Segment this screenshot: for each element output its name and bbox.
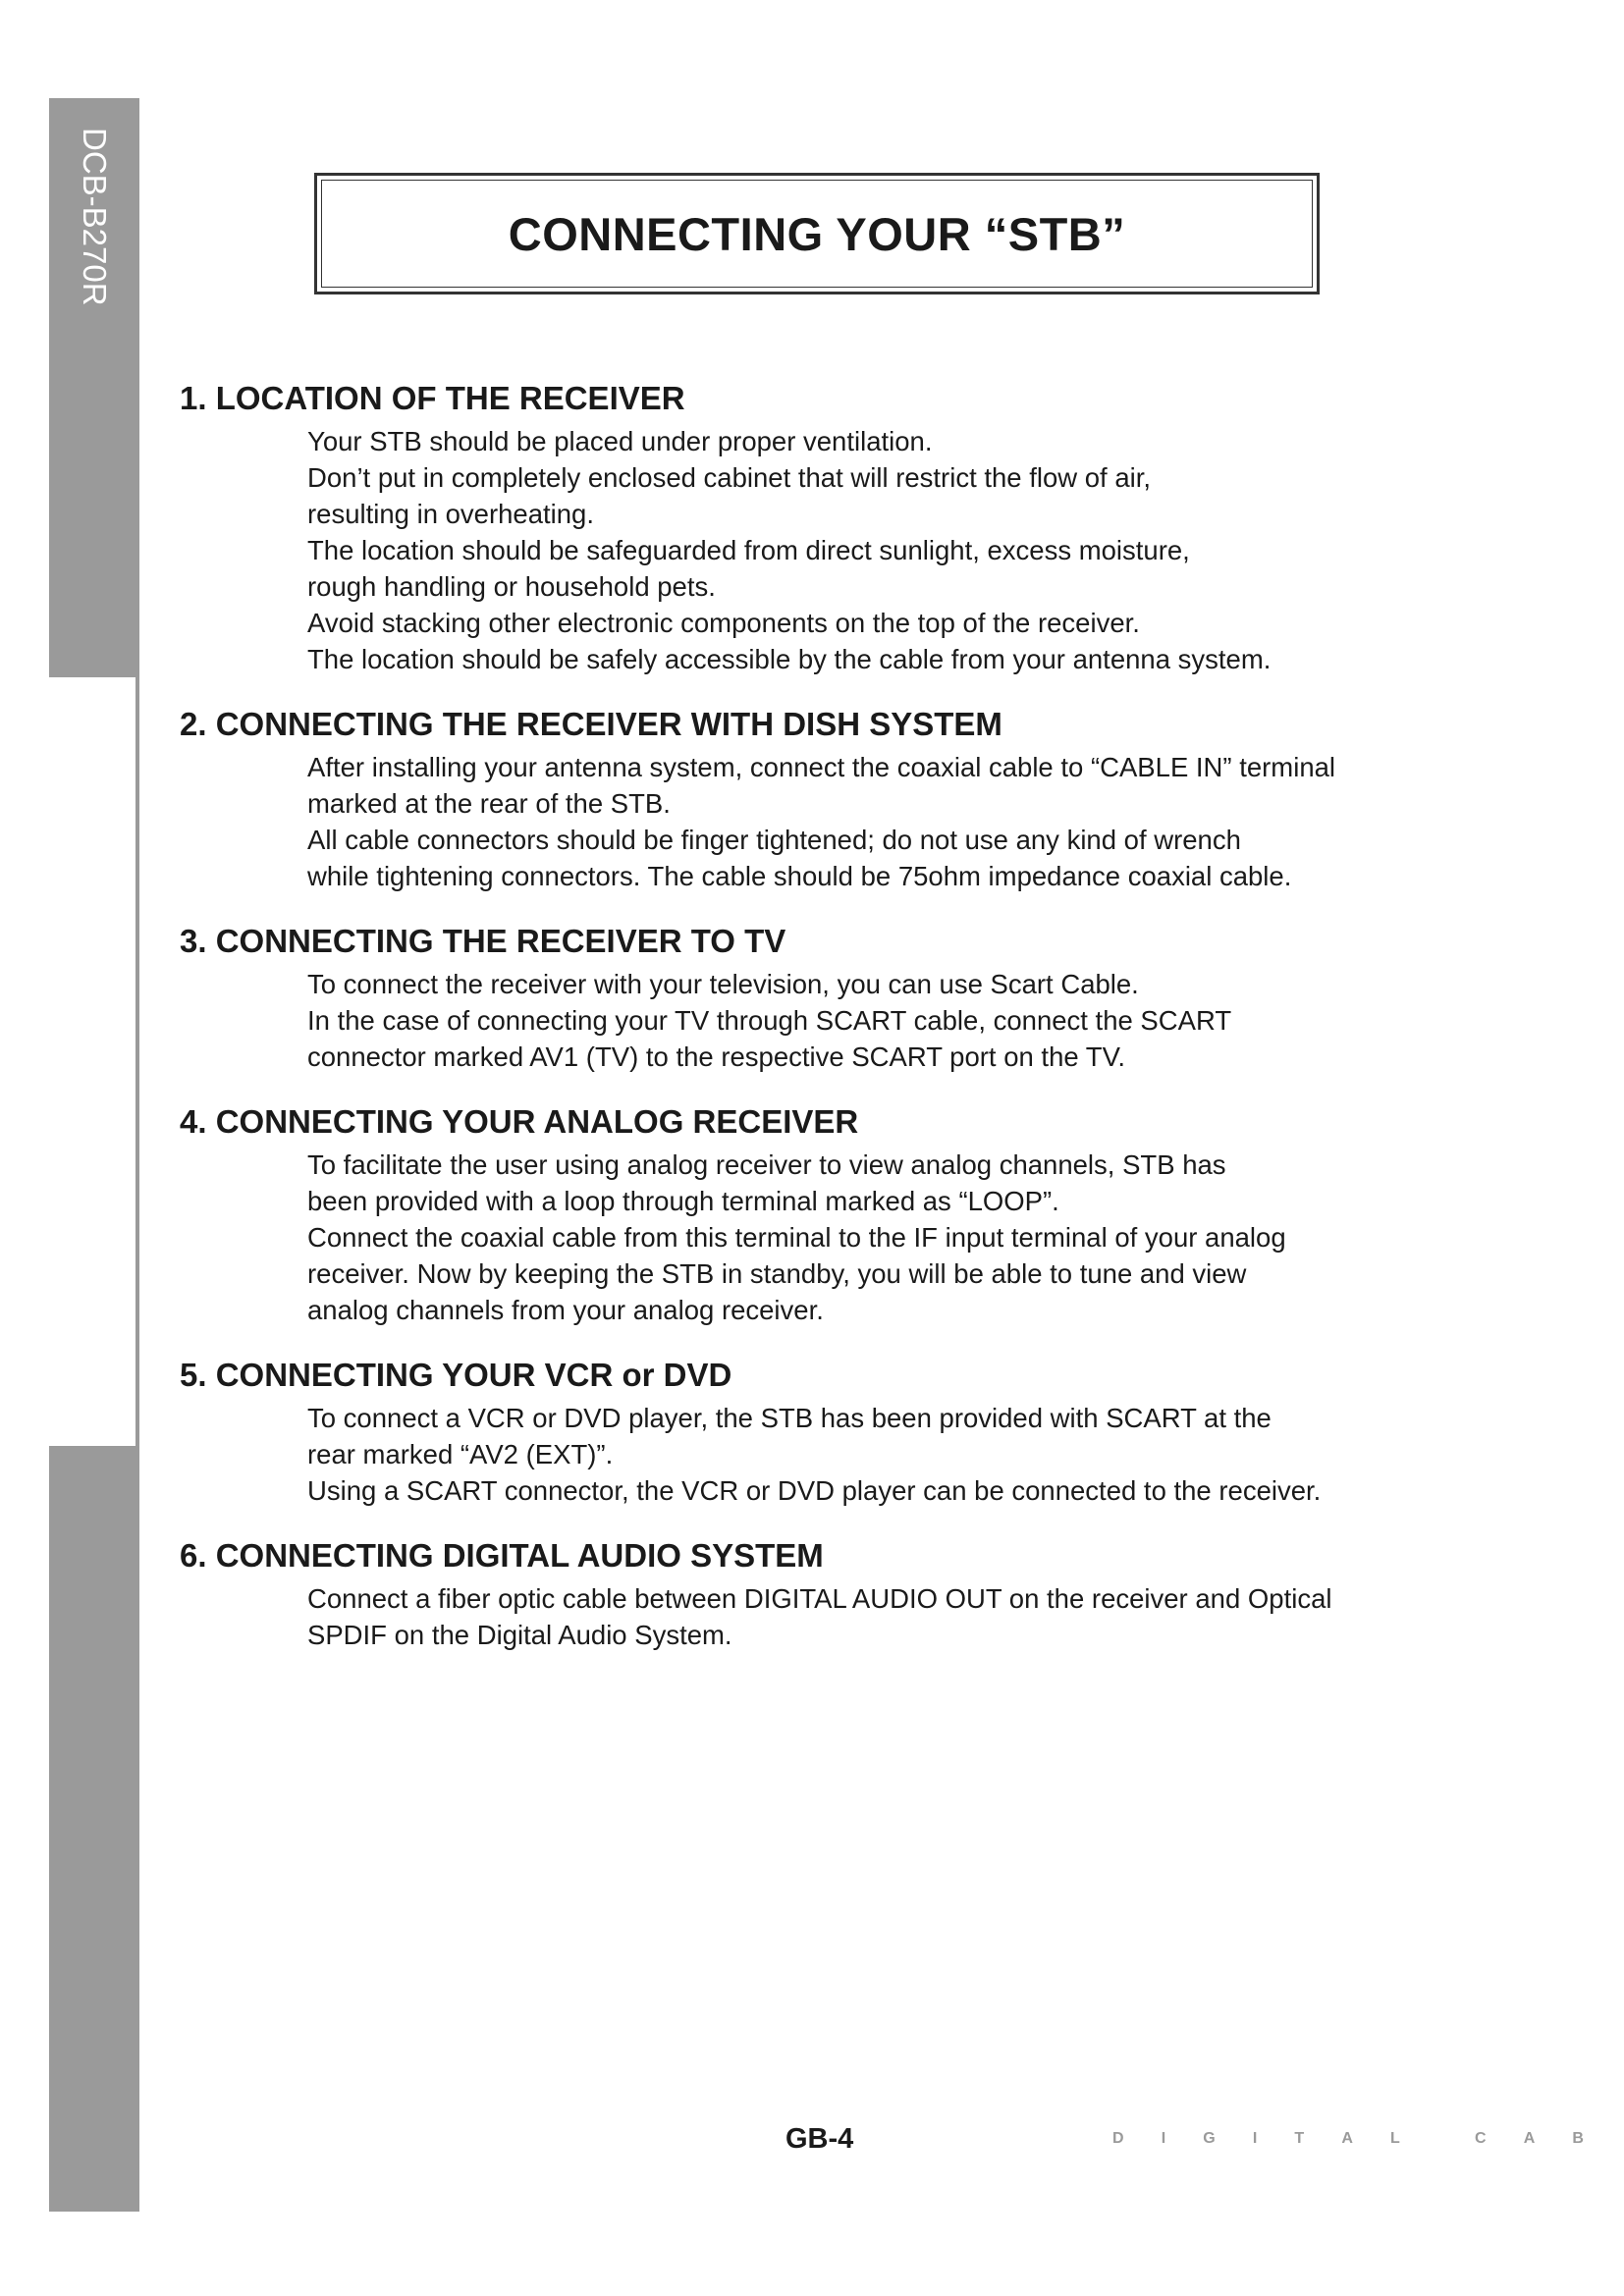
body-line: All cable connectors should be finger tightened; do not use any kind of wrench: [307, 825, 1241, 855]
side-tab-bottom: [49, 1446, 139, 2212]
body-line: analog channels from your analog receiver.: [307, 1295, 824, 1325]
body-line: Using a SCART connector, the VCR or DVD player can be connected to the receiver.: [307, 1475, 1322, 1506]
body-line: To connect the receiver with your television, you can use Scart Cable.: [307, 969, 1139, 999]
body-line: Connect the coaxial cable from this terminal to the IF input terminal of your analog: [307, 1222, 1286, 1253]
body-line: Don’t put in completely enclosed cabinet that will restrict the flow of air,: [307, 462, 1152, 493]
section-heading: 4. CONNECTING YOUR ANALOG RECEIVER: [180, 1103, 859, 1140]
body-line: Avoid stacking other electronic components on the top of the receiver.: [307, 608, 1140, 638]
brand-letter: G: [1203, 2130, 1216, 2147]
brand-letter: L: [1390, 2130, 1400, 2147]
body-line: To facilitate the user using analog receiver to view analog channels, STB has: [307, 1149, 1226, 1180]
body-line: The location should be safeguarded from direct sunlight, excess moisture,: [307, 535, 1190, 565]
side-model-label: [49, 128, 139, 324]
body-line: Your STB should be placed under proper ventilation.: [307, 426, 933, 456]
brand-letter: I: [1252, 2130, 1258, 2147]
body-line: Connect a fiber optic cable between DIGITAL AUDIO OUT on the receiver and Optical: [307, 1583, 1332, 1614]
body-line: while tightening connectors. The cable should be 75ohm impedance coaxial cable.: [307, 861, 1292, 891]
brand-letter: D: [1112, 2130, 1124, 2147]
body-line: rough handling or household pets.: [307, 571, 716, 602]
body-line: receiver. Now by keeping the STB in standby, you will be able to tune and view: [307, 1258, 1247, 1289]
section-tv: [180, 921, 1486, 1075]
body-line: In the case of connecting your TV through SCART cable, connect the SCART: [307, 1005, 1232, 1036]
section-heading: 6. CONNECTING DIGITAL AUDIO SYSTEM: [180, 1537, 824, 1574]
section-heading: 2. CONNECTING THE RECEIVER WITH DISH SYSTEM: [180, 706, 1002, 742]
body-line: The location should be safely accessible by the cable from your antenna system.: [307, 644, 1272, 674]
page-title: CONNECTING YOUR “STB”: [508, 207, 1126, 260]
brand-letter: A: [1341, 2130, 1353, 2147]
side-model-text: DCB-B270R: [77, 128, 113, 306]
body-line: connector marked AV1 (TV) to the respective SCART port on the TV.: [307, 1041, 1126, 1072]
body-line: To connect a VCR or DVD player, the STB has been provided with SCART at the: [307, 1403, 1272, 1433]
side-divider-rule: [135, 677, 139, 1446]
body-line: been provided with a loop through terminal marked as “LOOP”.: [307, 1186, 1059, 1216]
body-line: marked at the rear of the STB.: [307, 788, 671, 819]
section-heading: 3. CONNECTING THE RECEIVER TO TV: [180, 923, 786, 959]
body-line: resulting in overheating.: [307, 499, 594, 529]
section-heading: 5. CONNECTING YOUR VCR or DVD: [180, 1357, 732, 1393]
body-line: SPDIF on the Digital Audio System.: [307, 1620, 732, 1650]
body-line: rear marked “AV2 (EXT)”.: [307, 1439, 614, 1469]
section-heading: 1. LOCATION OF THE RECEIVER: [180, 380, 685, 416]
body-line: After installing your antenna system, connect the coaxial cable to “CABLE IN” terminal: [307, 752, 1336, 782]
footer-brand: [1112, 2130, 1584, 2148]
section-digital-audio: [180, 1535, 1486, 1653]
title-box: [314, 173, 1320, 294]
section-analog-receiver: [180, 1101, 1486, 1328]
brand-letter: T: [1294, 2130, 1305, 2147]
brand-letter: C: [1475, 2130, 1487, 2147]
section-dish-system: [180, 704, 1486, 894]
brand-letter: I: [1161, 2130, 1166, 2147]
section-location: [180, 378, 1486, 677]
page-number: GB-4: [785, 2123, 854, 2155]
section-vcr-dvd: [180, 1355, 1486, 1509]
brand-letter: B: [1572, 2130, 1584, 2147]
brand-letter: A: [1523, 2130, 1536, 2147]
title-inner-frame: [321, 180, 1313, 288]
sections-container: [180, 378, 1486, 1680]
